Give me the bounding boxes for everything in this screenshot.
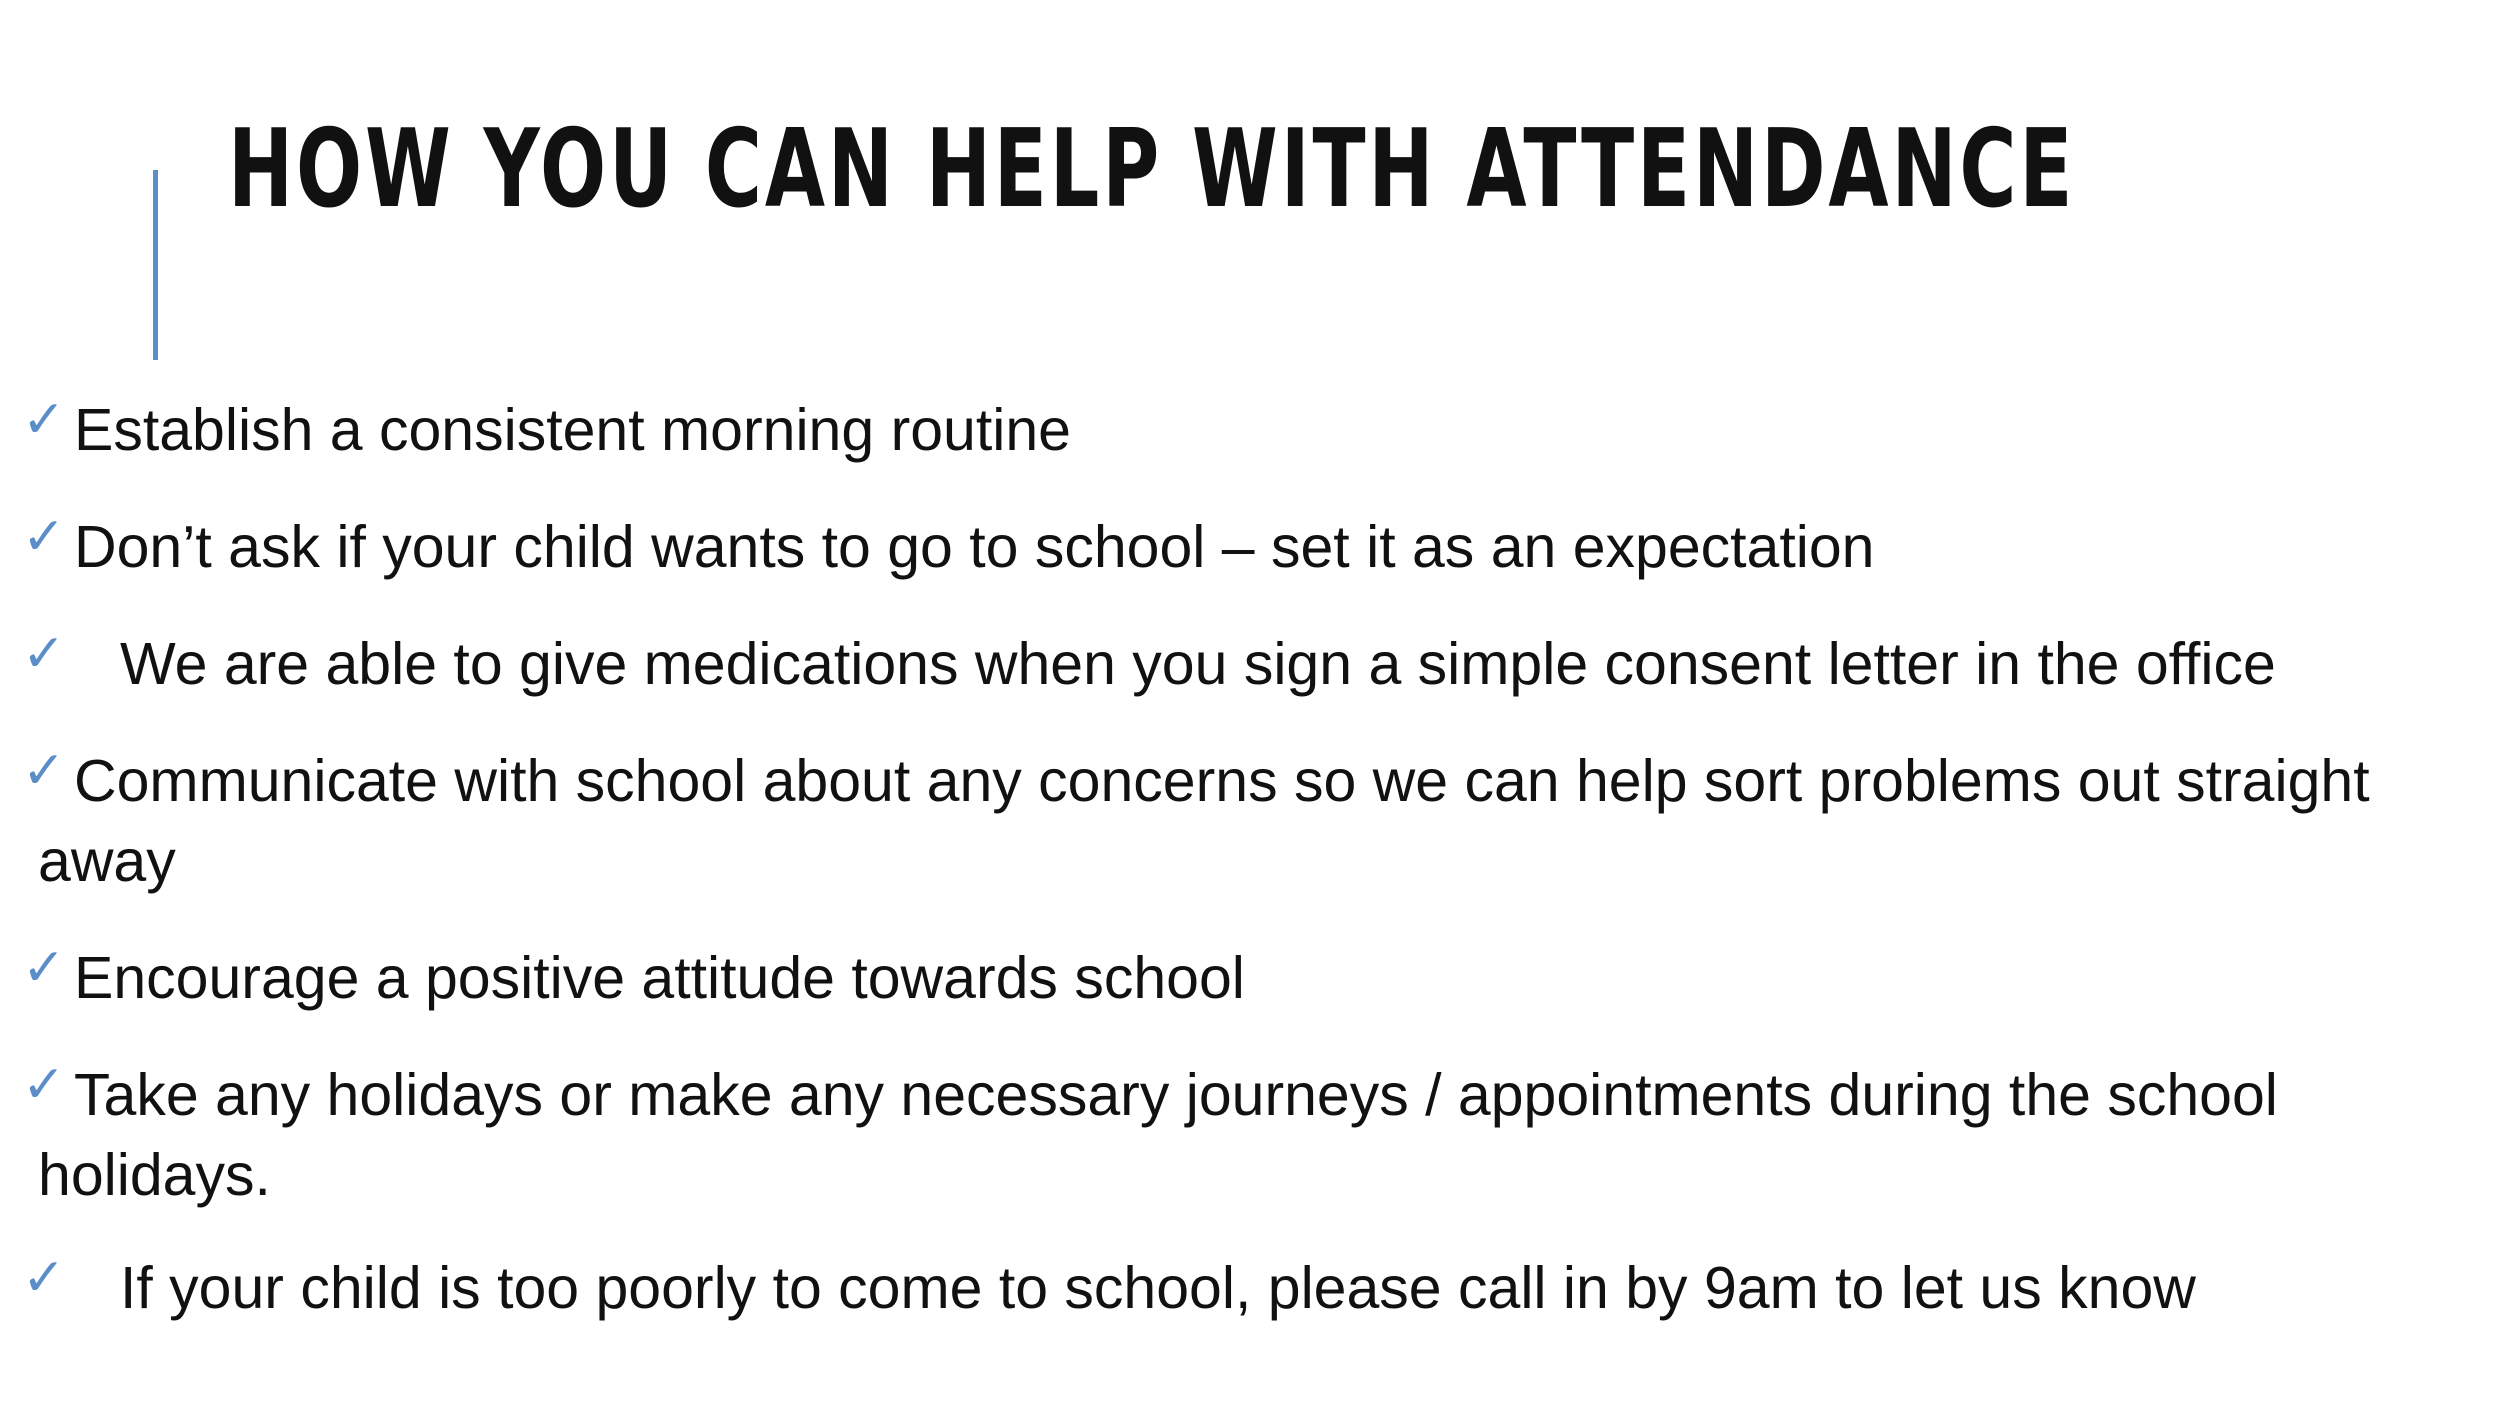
bullet-item [22, 938, 2482, 1018]
slide-title: HOW YOU CAN HELP WITH ATTENDANCE [228, 107, 2076, 232]
bullet-text: Establish a consistent morning routine [74, 397, 1071, 463]
checkmark-icon: ✓ [22, 741, 66, 801]
bullet-list [22, 390, 2482, 1365]
bullet-item [22, 507, 2482, 587]
checkmark-icon: ✓ [22, 507, 66, 567]
bullet-text: Communicate with school about any concerns so we can help sort problems out straight away [38, 748, 2370, 894]
bullet-text: Take any holidays or make any necessary journeys / appointments during the school holidays. [38, 1062, 2278, 1208]
checkmark-icon: ✓ [22, 624, 66, 684]
title-accent-bar [153, 170, 158, 360]
checkmark-icon: ✓ [22, 390, 66, 450]
bullet-text: Don’t ask if your child wants to go to school – set it as an expectation [74, 514, 1875, 580]
bullet-item [22, 624, 2482, 704]
bullet-item [22, 1248, 2482, 1328]
bullet-item [22, 741, 2482, 901]
checkmark-icon: ✓ [22, 1055, 66, 1115]
bullet-item [22, 390, 2482, 470]
checkmark-icon: ✓ [22, 938, 66, 998]
bullet-text: If your child is too poorly to come to school, please call in by 9am to let us know [120, 1255, 2196, 1321]
checkmark-icon: ✓ [22, 1248, 66, 1308]
bullet-text: We are able to give medications when you sign a simple consent letter in the office [120, 631, 2276, 697]
bullet-text: Encourage a positive attitude towards school [74, 945, 1245, 1011]
bullet-item [22, 1055, 2482, 1215]
